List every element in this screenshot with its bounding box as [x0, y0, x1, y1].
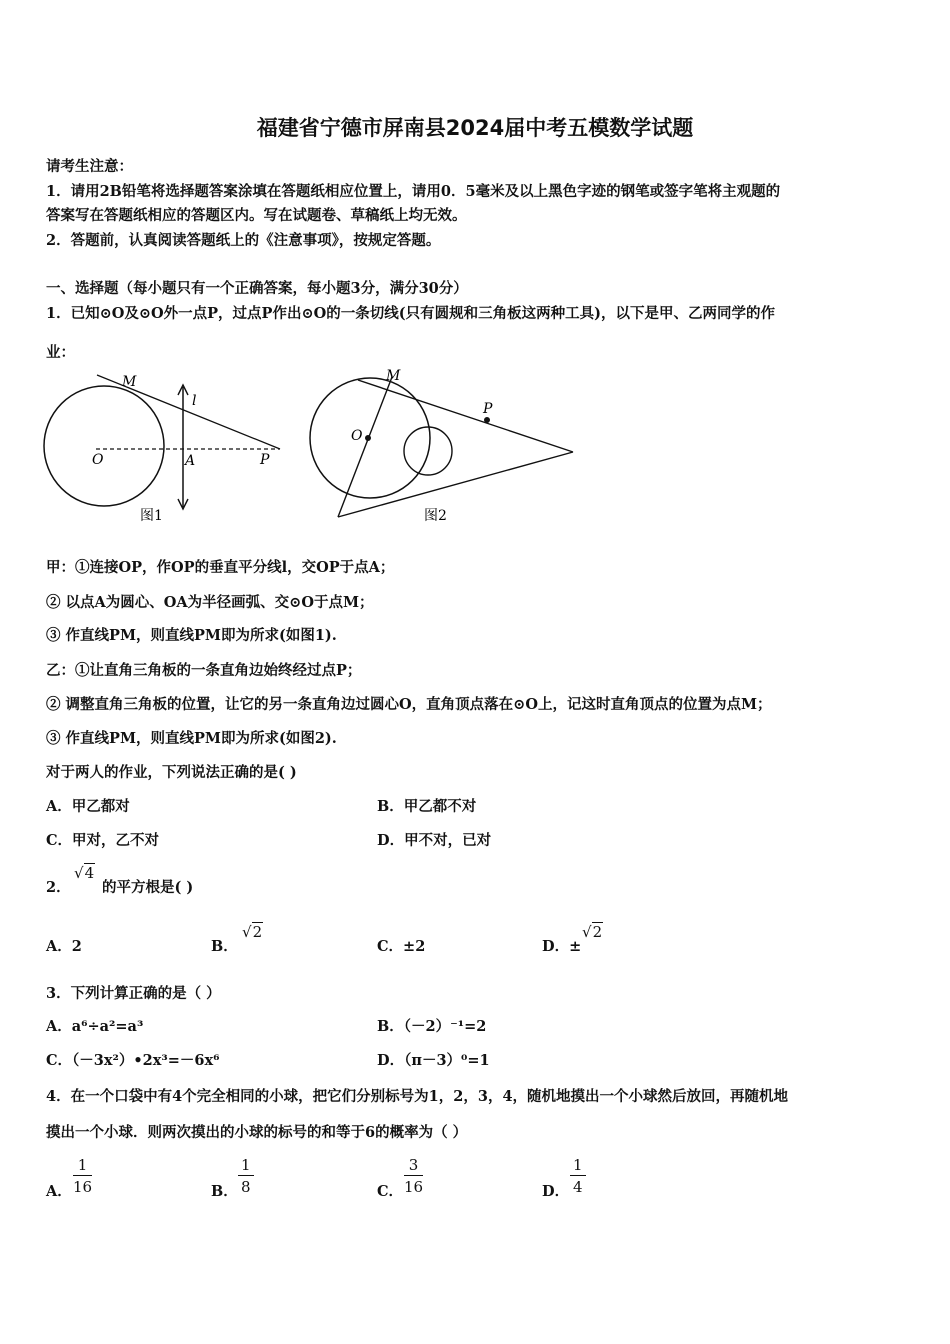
q2-sqrt-4: √4 [74, 864, 95, 882]
q4-stem-line-1: 4．在一个口袋中有4个完全相同的小球，把它们分别标号为1，2，3，4，随机地摸出一个小球然后放回，再随机地 [46, 1088, 789, 1105]
q3-option-b-text: （－2）⁻¹=2 [403, 1018, 487, 1035]
q2-stem-tail: 的平方根是( ) [102, 879, 194, 896]
q1-ask: 对于两人的作业，下列说法正确的是( ) [46, 764, 297, 781]
q4-option-a[interactable]: A． [46, 1183, 72, 1200]
figure-1 [44, 374, 280, 524]
q3-option-c[interactable] [46, 1049, 219, 1070]
q2-option-d[interactable] [542, 935, 581, 956]
q2-option-a-value: 2 [71, 938, 82, 955]
q2-option-d-radicand: 2 [592, 923, 603, 941]
fig2-caption: 图2 [424, 508, 447, 524]
fig1-label-o: O [92, 452, 104, 468]
fig1-label-l: l [192, 393, 197, 409]
q3-option-d[interactable] [377, 1049, 490, 1070]
q2-option-b-sqrt: √2 [242, 923, 263, 941]
q2-option-d-sqrt: √2 [582, 923, 603, 941]
q2-option-a[interactable] [46, 935, 82, 956]
q4-option-d-fraction [570, 1155, 586, 1198]
notice-line-3: 2．答题前，认真阅读答题纸上的《注意事项》，按规定答题。 [46, 232, 441, 249]
q4-option-d-numerator: 1 [570, 1155, 586, 1176]
fig2-label-m: M [386, 368, 401, 384]
q1-yi-step-1: 乙：①让直角三角板的一条直角边始终经过点P； [46, 662, 362, 679]
q2-option-c-label: C． [377, 938, 404, 955]
q2-number: 2． [46, 879, 71, 896]
q3-option-b-label: B． [377, 1018, 404, 1035]
q2-option-a-label: A． [46, 938, 72, 955]
q2-option-d-label: D． [542, 938, 570, 955]
q2-option-b-radicand: 2 [252, 923, 263, 941]
fig1-caption: 图1 [140, 508, 163, 524]
section-heading: 一、选择题（每小题只有一个正确答案，每小题3分，满分30分） [46, 280, 468, 297]
q1-jia-step-3: ③ 作直线PM，则直线PM即为所求(如图1). [46, 627, 337, 644]
q1-yi-step-3: ③ 作直线PM，则直线PM即为所求(如图2). [46, 730, 337, 747]
q1-yi-step-2: ② 调整直角三角板的位置，让它的另一条直角边过圆心O，直角顶点落在⊙O上，记这时直角顶点的位置为点M； [46, 696, 772, 713]
q3-option-d-label: D． [377, 1052, 405, 1069]
fig1-label-m: M [122, 374, 137, 390]
fig1-label-a: A [185, 453, 196, 469]
q3-stem: 3．下列计算正确的是（ ） [46, 985, 221, 1002]
q1-stem-line-1: 1．已知⊙O及⊙O外一点P，过点P作出⊙O的一条切线(只有圆规和三角板这两种工具)，以下是甲、乙两同学的作 [46, 305, 775, 322]
q4-option-b-fraction [238, 1155, 254, 1198]
q2-option-d-prefix: ± [569, 938, 582, 955]
q4-option-b-denominator: 8 [241, 1178, 251, 1196]
q2-option-c-value: ±2 [403, 938, 426, 955]
q4-option-d[interactable]: D． [542, 1183, 570, 1200]
fig2-label-o: O [351, 428, 363, 444]
q1-figures [40, 365, 600, 530]
q3-option-d-text: （π－3）⁰=1 [404, 1052, 490, 1069]
q1-stem-line-2: 业： [46, 344, 75, 361]
q3-option-a[interactable] [46, 1015, 143, 1036]
q4-option-d-denominator: 4 [573, 1178, 583, 1196]
q3-option-a-label: A． [46, 1018, 72, 1035]
figure-2 [310, 368, 573, 524]
q3-option-a-text: a⁶÷a²=a³ [71, 1018, 144, 1035]
q2-radicand: 4 [84, 864, 95, 882]
q2-option-b[interactable] [211, 935, 238, 956]
q3-option-c-label: C． [46, 1052, 73, 1069]
q4-option-a-fraction [73, 1155, 92, 1198]
q4-option-c-numerator: 3 [404, 1155, 423, 1176]
q4-option-c[interactable]: C． [377, 1183, 404, 1200]
q1-jia-step-2: ② 以点A为圆心、OA为半径画弧、交⊙O于点M； [46, 594, 374, 611]
page-title: 福建省宁德市屏南县2024届中考五模数学试题 [256, 116, 694, 140]
q4-option-b-numerator: 1 [238, 1155, 254, 1176]
q4-option-a-numerator: 1 [73, 1155, 92, 1176]
q1-jia-step-1: 甲：①连接OP，作OP的垂直平分线l，交OP于点A； [46, 559, 395, 576]
q4-option-a-denominator: 16 [73, 1178, 93, 1196]
q1-option-c[interactable]: C．甲对，乙不对 [46, 832, 160, 849]
q4-option-c-fraction [404, 1155, 423, 1198]
fig2-label-p: P [483, 401, 493, 417]
fig1-label-p: P [260, 452, 270, 468]
q2-option-c[interactable] [377, 935, 425, 956]
q3-option-b[interactable] [377, 1015, 486, 1036]
q4-option-b[interactable]: B． [211, 1183, 238, 1200]
q3-option-c-text: （－3x²）•2x³=－6x⁶ [72, 1052, 220, 1069]
notice-line-1: 1．请用2B铅笔将选择题答案涂填在答题纸相应位置上，请用0．5毫米及以上黑色字迹的钢笔或签字笔将主观题的 [46, 183, 781, 200]
q2-option-b-label: B． [211, 938, 238, 955]
notice-heading: 请考生注意： [46, 158, 133, 175]
q4-option-c-denominator: 16 [404, 1178, 424, 1196]
notice-line-2: 答案写在答题纸相应的答题区内。写在试题卷、草稿纸上均无效。 [46, 207, 467, 224]
q1-option-d[interactable]: D．甲不对，已对 [377, 832, 492, 849]
q1-option-b[interactable]: B．甲乙都不对 [377, 798, 477, 815]
q4-stem-line-2: 摸出一个小球．则两次摸出的小球的标号的和等于6的概率为（ ） [46, 1124, 468, 1141]
q1-option-a[interactable]: A．甲乙都对 [46, 798, 130, 815]
